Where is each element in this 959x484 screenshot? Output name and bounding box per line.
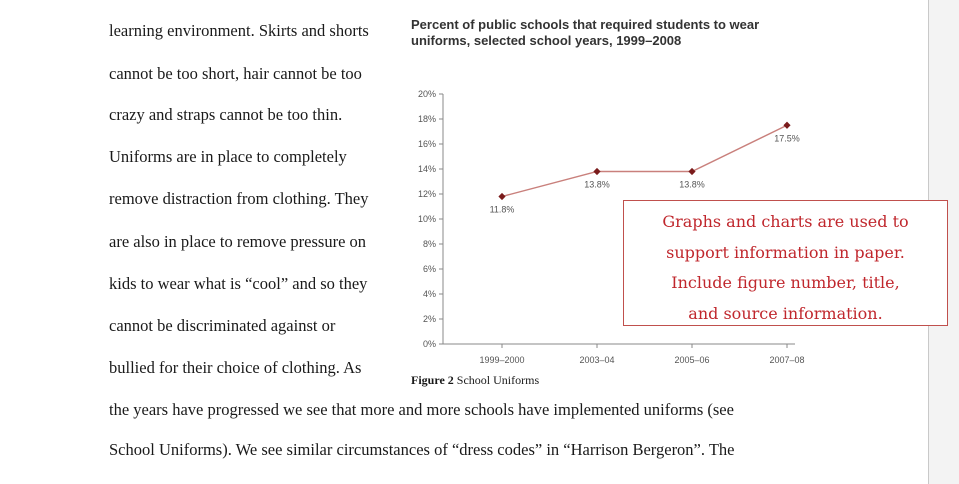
figure-caption [411,373,539,388]
body-text-line-6: are also in place to remove pressure on [109,232,367,251]
y-tick-label: 0% [422,339,436,349]
y-tick-label: 20% [417,89,436,99]
y-tick-label: 4% [422,289,436,299]
series-line [502,125,787,196]
figure-caption-text: School Uniforms [456,373,540,387]
body-text-line-11: School Uniforms). We see similar circumstances of “dress codes” in “Harrison Bergeron”. The [109,440,735,459]
y-tick-label: 6% [422,264,436,274]
chart-title-line-2: uniforms, selected school years, 1999–2008 [411,33,682,48]
body-text-line-2: cannot be too short, hair cannot be too [109,64,362,83]
y-tick-label: 14% [417,164,436,174]
callout-line-3: Include figure number, title, [671,273,900,292]
annotation-callout [623,200,948,326]
data-point-marker [688,168,695,175]
x-tick-label: 2003–04 [579,355,615,365]
data-label: 11.8% [489,204,515,215]
data-label: 13.8% [584,179,610,190]
x-tick-label: 1999–2000 [479,355,525,365]
callout-line-4: and source information. [688,303,883,323]
callout-line-1: Graphs and charts are used to [662,212,909,231]
data-point-marker [498,193,505,200]
body-text-line-1: learning environment. Skirts and shorts [109,21,369,40]
chart-title-line-1: Percent of public schools that required students to wear [411,17,760,32]
body-text-line-9: bullied for their choice of clothing. As [109,358,362,377]
y-tick-label: 12% [417,189,436,199]
body-text-line-4: Uniforms are in place to completely [109,147,347,166]
chart-title [411,17,759,49]
data-label: 17.5% [774,133,800,144]
body-text-line-7: kids to wear what is “cool” and so they [109,274,368,293]
body-text-line-8: cannot be discriminated against or [109,316,336,335]
y-tick-label: 10% [417,214,436,224]
figure-number: Figure 2 [411,373,454,387]
y-tick-label: 16% [417,139,436,149]
body-text-line-5: remove distraction from clothing. They [109,189,369,208]
data-point-marker [783,122,790,129]
body-text-line-10: the years have progressed we see that more and more schools have implemented uniforms (see [109,400,734,419]
y-tick-label: 2% [422,314,436,324]
y-tick-label: 8% [422,239,436,249]
callout-line-2: support information in paper. [666,242,905,262]
data-point-marker [593,168,600,175]
y-tick-label: 18% [417,114,436,124]
body-text-line-3: crazy and straps cannot be too thin. [109,105,343,124]
x-tick-label: 2007–08 [769,355,805,365]
x-tick-label: 2005–06 [674,355,710,365]
data-label: 13.8% [679,179,705,190]
